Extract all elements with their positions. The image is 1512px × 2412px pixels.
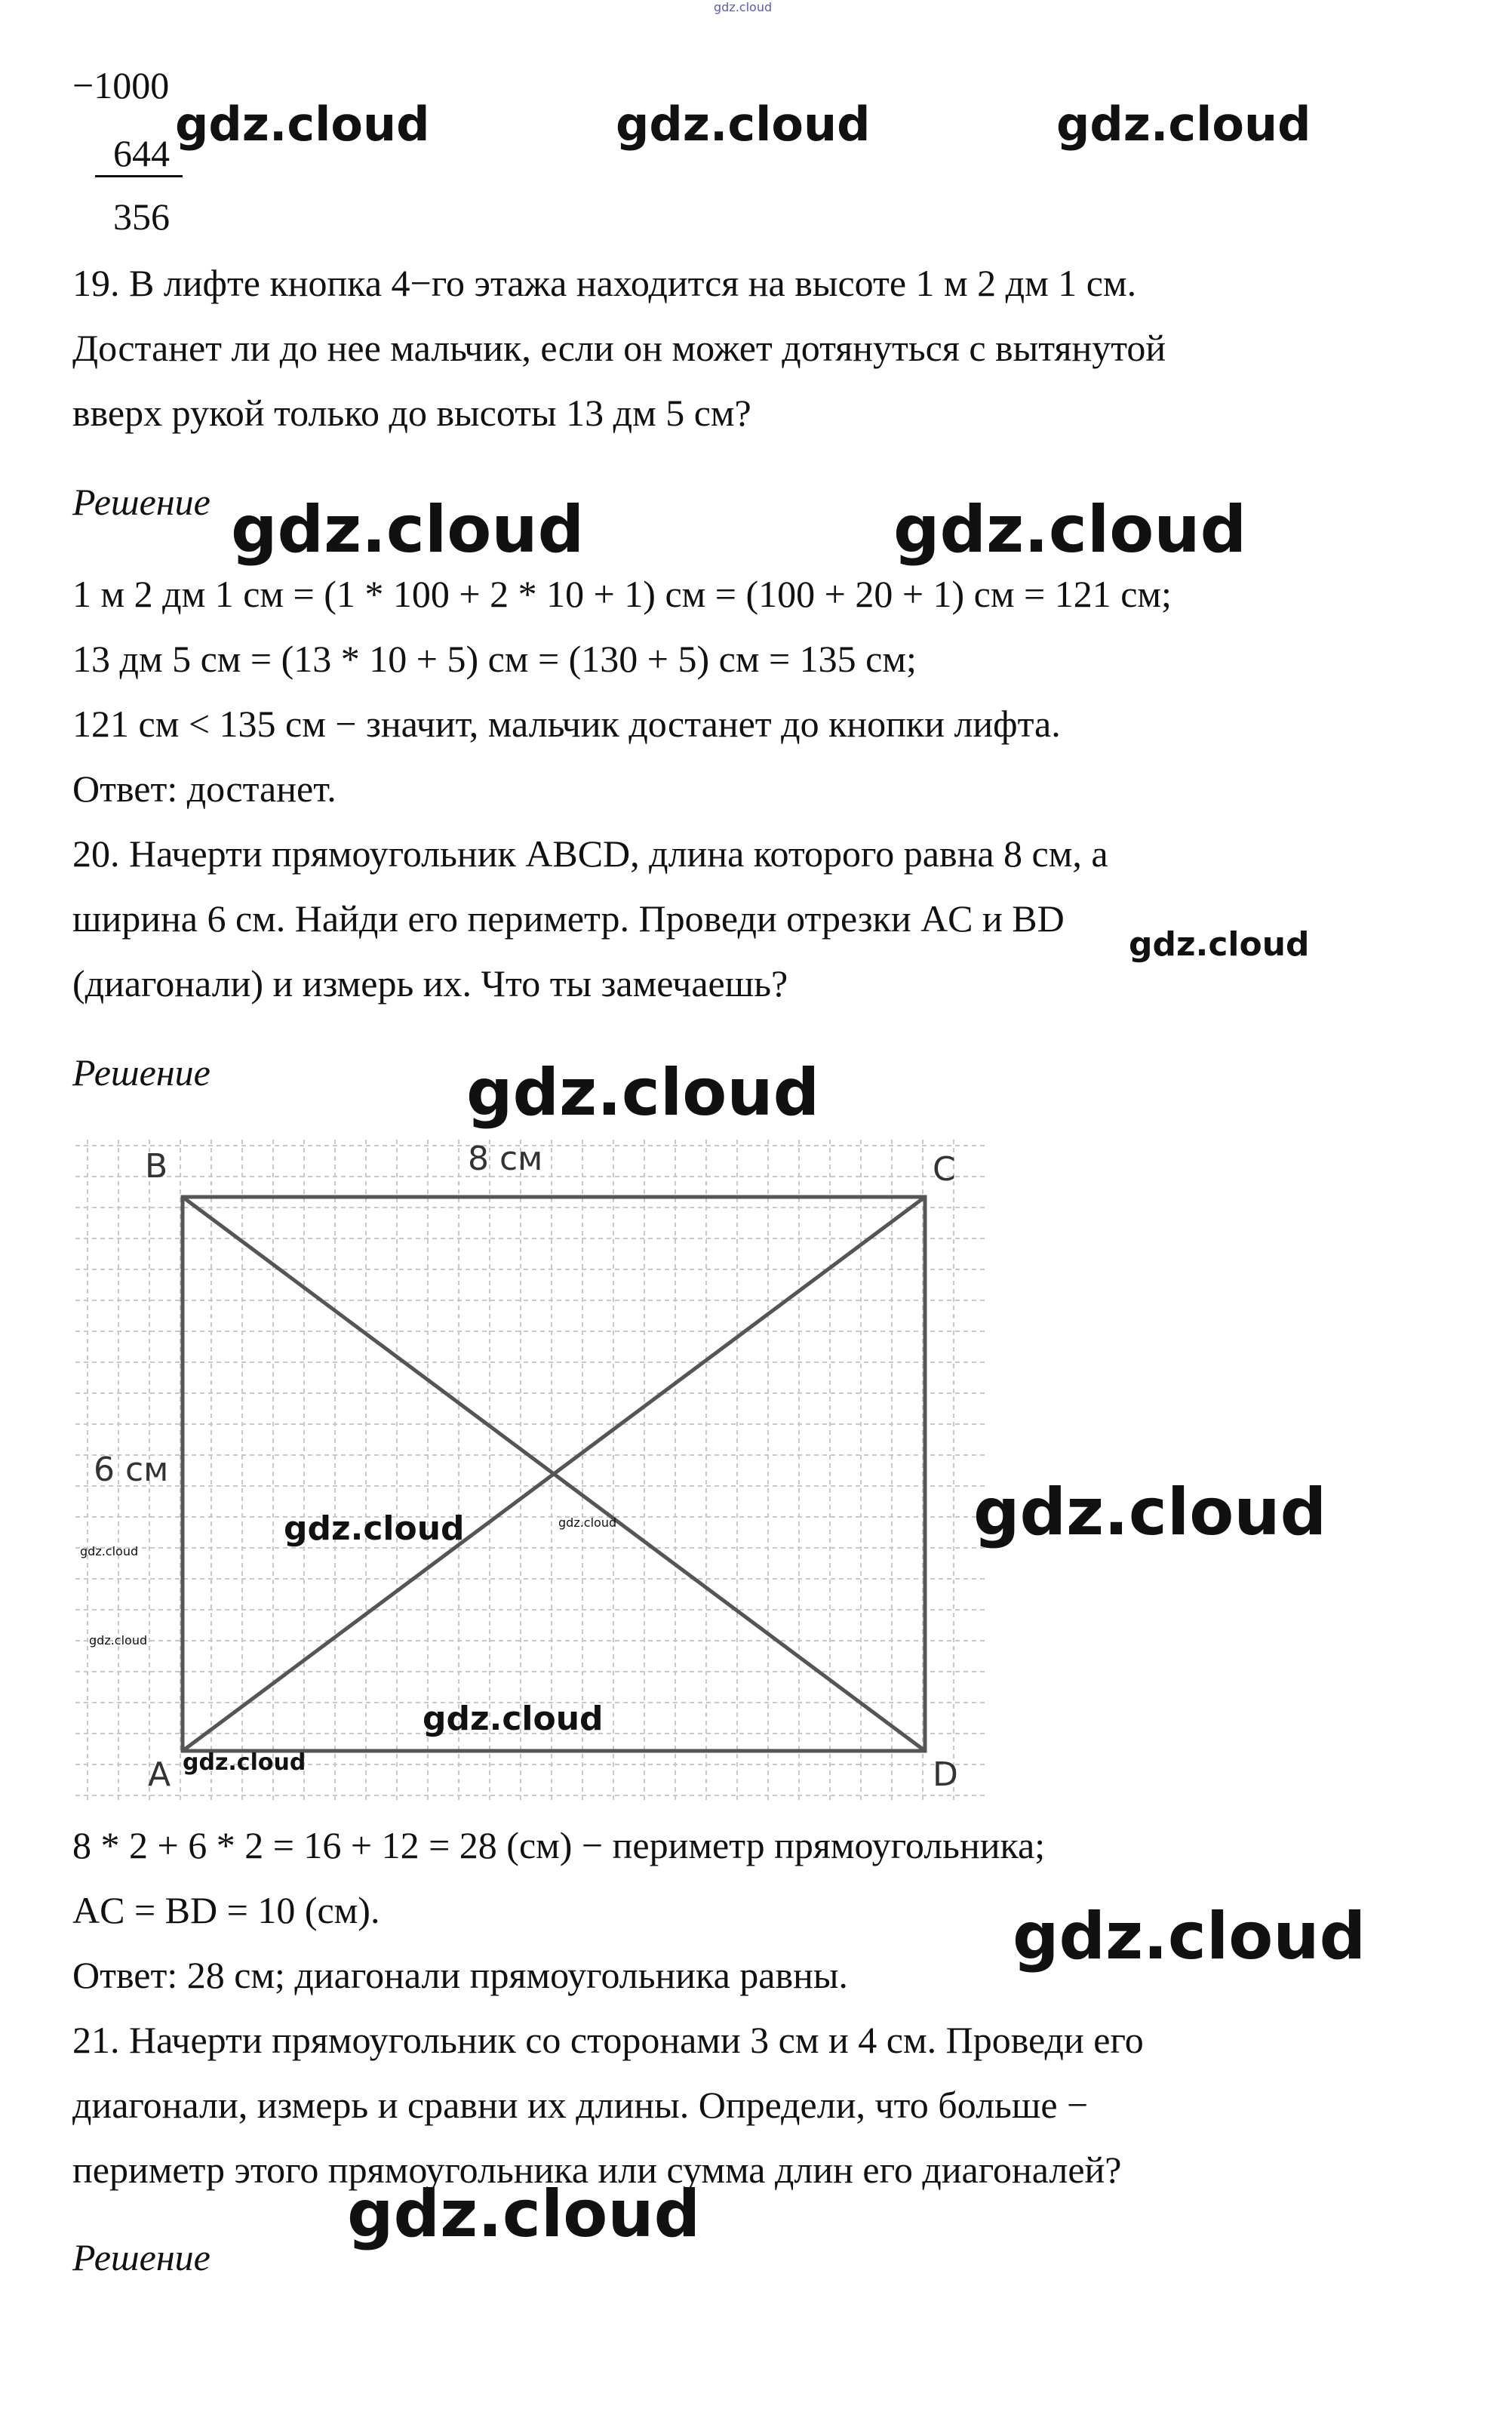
task21-line-3: периметр этого прямоугольника или сумма длин его диагоналей?	[72, 2149, 1122, 2191]
task19-line-3: вверх рукой только до высоты 13 дм 5 см?	[72, 392, 751, 434]
task19-solution-label: Решение	[72, 481, 211, 523]
watermark: gdz.cloud	[284, 1509, 465, 1548]
watermark: gdz.cloud	[558, 1515, 617, 1530]
task20-line-1: 20. Начерти прямоугольник ABCD, длина которого равна 8 см, а	[72, 832, 1108, 875]
watermark: gdz.cloud	[616, 97, 871, 152]
subtraction-result: 356	[113, 195, 170, 238]
watermark: gdz.cloud	[1056, 97, 1311, 152]
task20-answer: Ответ: 28 см; диагонали прямоугольника равны.	[72, 1954, 848, 1996]
vertex-a-label: A	[148, 1755, 171, 1794]
watermark: gdz.cloud	[893, 492, 1247, 568]
watermark: gdz.cloud	[1013, 1899, 1366, 1974]
subtraction-subtrahend: 644	[113, 132, 170, 174]
watermark: gdz.cloud	[80, 1544, 139, 1558]
watermark: gdz.cloud	[466, 1055, 820, 1131]
task20-line-2: ширина 6 см. Найди его периметр. Проведи отрезки AC и BD	[72, 897, 1065, 940]
watermark: gdz.cloud	[89, 1633, 148, 1647]
vertex-c-label: C	[933, 1150, 956, 1189]
watermark: gdz.cloud	[973, 1475, 1327, 1550]
task20-line-3: (диагонали) и измерь их. Что ты замечаешь?	[72, 962, 788, 1004]
task20-solution-line-2: AC = BD = 10 (см).	[72, 1889, 380, 1931]
task21-line-1: 21. Начерти прямоугольник со сторонами 3 см и 4 см. Проведи его	[72, 2019, 1144, 2061]
vertex-b-label: B	[145, 1147, 168, 1186]
task20-solution-label: Решение	[72, 1051, 211, 1094]
task19-line-2: Достанет ли до нее мальчик, если он может дотянуться с вытянутой	[72, 327, 1166, 369]
watermark: gdz.cloud	[423, 1700, 604, 1738]
length-label: 8 см	[468, 1140, 543, 1178]
task19-line-1: 19. В лифте кнопка 4−го этажа находится на высоте 1 м 2 дм 1 см.	[72, 262, 1137, 304]
watermark: gdz.cloud	[231, 492, 585, 568]
watermark: gdz.cloud	[175, 97, 430, 152]
vertex-d-label: D	[933, 1755, 958, 1794]
watermark: gdz.cloud	[347, 2177, 701, 2252]
task19-solution-line-1: 1 м 2 дм 1 см = (1 * 100 + 2 * 10 + 1) см = (100 + 20 + 1) см = 121 см;	[72, 573, 1172, 615]
subtraction-rule	[95, 175, 183, 177]
task21-solution-label: Решение	[72, 2236, 211, 2278]
width-label: 6 см	[94, 1451, 169, 1489]
task19-solution-line-3: 121 см < 135 см − значит, мальчик достанет до кнопки лифта.	[72, 703, 1061, 745]
watermark: gdz.cloud	[183, 1749, 306, 1776]
watermark-top: gdz.cloud	[714, 0, 773, 14]
task20-solution-line-1: 8 * 2 + 6 * 2 = 16 + 12 = 28 (см) − периметр прямоугольника;	[72, 1824, 1046, 1866]
task19-answer: Ответ: достанет.	[72, 768, 337, 810]
subtraction-minuend: −1000	[72, 64, 170, 106]
task21-line-2: диагонали, измерь и сравни их длины. Определи, что больше −	[72, 2084, 1089, 2126]
task19-solution-line-2: 13 дм 5 см = (13 * 10 + 5) см = (130 + 5) см = 135 см;	[72, 638, 917, 680]
watermark: gdz.cloud	[1129, 925, 1310, 964]
